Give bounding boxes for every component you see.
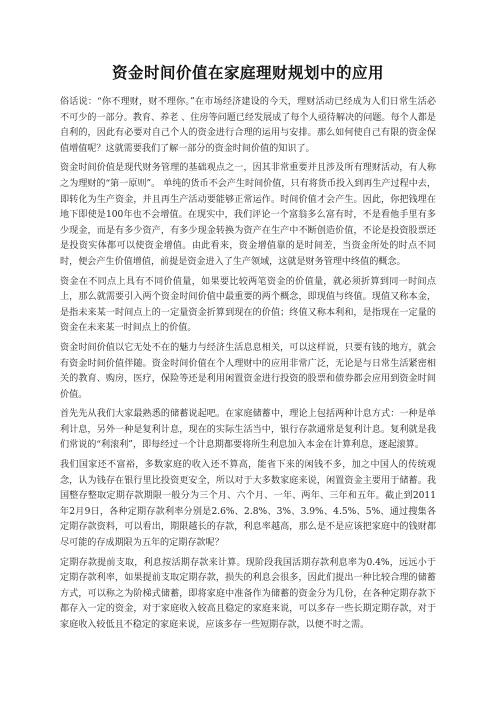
paragraph-ladder-savings: 定期存款提前支取，利息按活期存款来计算。现阶段我国活期存款利息率为0.4%，远远小于定期存款利率，如果提前支取定期存款，损失的利息会很多，因此们提出一种比较合理的储蓄方式，可以称之为阶梯式储蓄，即将家庭中准备作为储蓄的资金分为几份，在各种定期存款下都存入一定的资金，对于家庭收入较高且稳定的家庭来说，可以多存一些长期定期存款，对于家庭收入较低且不稳定的家庭来说，应该多存一些短期存款，以便不时之需。 (60, 557, 436, 630)
paragraph-present-future-value: 资金在不同点上具有不同价值量，如果要比较两笔资金的价值量，就必须折算到同一时间点上，那么就需要引入两个资金时间价值中最重要的两个概念，即现值与终值。现值又称本金，是指未来某一时间点上的一定量资金折算到现在的价值；终值又称本利和，是指现在一定量的资金在未来某一时间点上的价值。 (60, 276, 436, 334)
paragraph-deposit-rates: 我们国家还不富裕，多数家庭的收入还不算高，能省下来的闲钱不多，加之中国人的传统观念，认为钱存在银行里比投资更安全，所以对于大多数家庭来说，闲置资金主要用于储蓄。我国整存整取定期存款期限一般分为三个月、六个月、一年、两年、三年和五年。截止到2011年2月9日，各种定期存款利率分别是2.6%、2.8%、3%、3.9%、4.5%、5%、通过搜集各定期存款资料，可以看出，期限越长的存款，利息率越高，那么是不是应该把家庭中的钱财都尽可能的存成期限为五年的定期存款呢？ (60, 460, 436, 549)
paragraph-savings-interest: 首先先从我们大家最熟悉的储蓄说起吧。在家庭储蓄中，理论上包括两种计息方式：一种是单利计息，另外一种是复利计息，现在的实际生活当中，银行存款通常是复利计息。复利就是我们常说的“利滚利”，即每经过一个计息期都要将所生利息加入本金在计算利息，逐起滚算。 (60, 409, 436, 451)
paragraph-intro: 俗话说：“你不理财，财不理你。”在市场经济建设的今天，理财活动已经成为人们日常生活必不可少的一部分。教育、养老 、住房等问题已经发展成了每个人亟待解决的问题。每个人都是自利的，因此有必要对自己个人的资金进行合理的运用与安排。那么如何使自己有限的资金保值增值呢？这就需要我们了解一部分的资金时间价值的知识了。 (60, 97, 436, 154)
paragraph-applications: 资金时间价值以它无处不在的魅力与经济生活息息相关，可以这样说，只要有钱的地方，就会有资金时间价值伴随。资金时间价值在个人理财中的应用非常广泛，无论是与日常生活紧密相关的教育、购房，医疗，保险等还是利用闲置资金进行投资的股票和债券都会应用到资金时间价值。 (60, 342, 436, 400)
paragraph-time-value-concept: 资金时间价值是现代财务管理的基础观点之一，因其非常重要并且涉及所有理财活动，有人称之为理财的“第一原则”。 单纯的货币不会产生时间价值，只有将货币投入到再生产过程中去，即转化为生产资金，并且再生产活动要能够正常运作。时间价值才会产生。因此，你把钱埋在地下即使是100年也不会增值。在现实中，我们评论一个富翁多么富有时，不是看他手里有多少现金，而是有多少资产，有多少现金转换为资产在生产中不断创造价值，不论是投资股票还是投资实体都可以使资金增值。由此看来，资金增值靠的是时间差，当资金所处的时点不同时，便会产生价值增值，前提是资金进入了生产领域，这就是财务管理中终值的概念。 (60, 163, 436, 267)
document-title: 资金时间价值在家庭理财规划中的应用 (111, 64, 384, 82)
